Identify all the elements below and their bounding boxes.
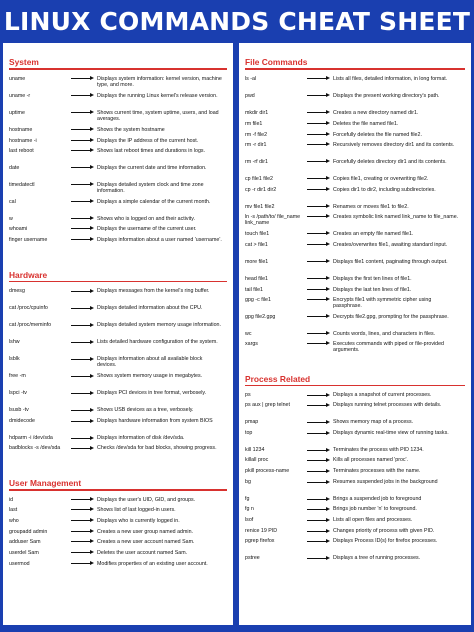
command-row bbox=[9, 182, 227, 199]
command-name: lsblk bbox=[9, 356, 20, 362]
command-row bbox=[245, 447, 465, 457]
command-description: Lists all open files and processes. bbox=[333, 517, 413, 523]
command-row bbox=[245, 555, 465, 566]
arrow-right-icon bbox=[69, 507, 97, 513]
arrow-right-icon bbox=[305, 468, 333, 474]
command-name: more file1 bbox=[245, 258, 269, 265]
command-name: ps bbox=[245, 392, 251, 398]
arrow-right-icon bbox=[69, 226, 97, 232]
arrow-right-icon bbox=[305, 187, 333, 193]
command-description: Displays system information: kernel version, machine type, and more. bbox=[97, 75, 222, 88]
arrow-right-icon bbox=[69, 237, 97, 243]
command-row bbox=[245, 231, 465, 242]
section-heading: User Management bbox=[9, 478, 82, 488]
command-name: id bbox=[9, 496, 14, 503]
arrow-right-icon bbox=[69, 356, 97, 362]
command-row bbox=[9, 529, 227, 539]
arrow-right-icon bbox=[69, 561, 97, 567]
command-name: lsusb -tv bbox=[9, 407, 29, 413]
arrow-right-icon bbox=[69, 529, 97, 535]
command-name: kill 1234 bbox=[245, 447, 265, 453]
arrow-right-icon bbox=[69, 288, 97, 294]
command-description: Displays detailed system clock and time zone information. bbox=[97, 181, 204, 194]
arrow-right-icon bbox=[305, 204, 333, 210]
command-description: Checks /dev/sda for bad blocks, showing progress. bbox=[97, 445, 217, 451]
command-description: Displays the user's UID, GID, and groups. bbox=[97, 496, 196, 503]
arrow-right-icon bbox=[69, 550, 97, 556]
arrow-right-icon bbox=[305, 528, 333, 534]
command-name: badblocks -s /dev/sda bbox=[9, 445, 61, 451]
command-row bbox=[9, 322, 227, 339]
arrow-right-icon bbox=[305, 231, 333, 237]
command-row bbox=[9, 339, 227, 356]
command-name: fg bbox=[245, 496, 250, 502]
arrow-right-icon bbox=[69, 445, 97, 451]
command-description: Displays detailed system memory usage information. bbox=[97, 322, 221, 328]
left-column-panel bbox=[3, 43, 233, 625]
command-name: xargs bbox=[245, 340, 258, 347]
command-row bbox=[9, 561, 227, 578]
arrow-right-icon bbox=[305, 287, 333, 293]
arrow-right-icon bbox=[69, 216, 97, 222]
command-row bbox=[245, 159, 465, 176]
command-description: Creates/overwrites file1, awaiting standard input. bbox=[333, 241, 448, 248]
command-row bbox=[9, 507, 227, 518]
command-name: groupadd admin bbox=[9, 528, 48, 535]
arrow-right-icon bbox=[69, 199, 97, 205]
command-row bbox=[9, 518, 227, 529]
command-description: Displays file1 content, paginating through output. bbox=[333, 258, 448, 265]
command-row bbox=[245, 187, 465, 204]
command-row bbox=[245, 276, 465, 287]
command-description: Displays the username of the current user. bbox=[97, 225, 197, 232]
command-row bbox=[245, 132, 465, 142]
section-heading: File Commands bbox=[245, 57, 308, 67]
command-row bbox=[9, 127, 227, 138]
page-title: LINUX COMMANDS CHEAT SHEET bbox=[3, 6, 471, 36]
command-name: killall proc bbox=[245, 457, 269, 463]
command-name: pgrep firefox bbox=[245, 538, 275, 544]
command-description: Lists all files, detailed information, in long format. bbox=[333, 75, 448, 82]
section-divider bbox=[245, 68, 465, 70]
arrow-right-icon bbox=[69, 322, 97, 328]
command-name: cat /proc/meminfo bbox=[9, 322, 52, 328]
arrow-right-icon bbox=[305, 430, 333, 436]
command-name: renice 19 PID bbox=[245, 528, 278, 534]
command-row bbox=[9, 216, 227, 226]
arrow-right-icon bbox=[305, 214, 333, 220]
command-description: Shows system memory usage in megabytes. bbox=[97, 373, 203, 379]
command-name: last reboot bbox=[9, 147, 34, 154]
arrow-right-icon bbox=[305, 297, 333, 303]
command-description: Displays Process ID(s) for firefox processes. bbox=[333, 538, 438, 544]
command-name: adduser Sam bbox=[9, 538, 41, 545]
command-name: hostname bbox=[9, 126, 33, 133]
command-description: Modifies properties of an existing user account. bbox=[97, 560, 208, 567]
arrow-right-icon bbox=[305, 276, 333, 282]
command-name: tail file1 bbox=[245, 286, 263, 293]
arrow-right-icon bbox=[69, 497, 97, 503]
command-row bbox=[245, 204, 465, 214]
arrow-right-icon bbox=[69, 539, 97, 545]
command-row bbox=[245, 93, 465, 110]
command-name: cal bbox=[9, 198, 16, 205]
arrow-right-icon bbox=[69, 373, 97, 379]
command-description: Deletes the user account named Sam. bbox=[97, 549, 188, 556]
command-description: Displays hardware information from system BIOS bbox=[97, 418, 213, 424]
arrow-right-icon bbox=[305, 110, 333, 116]
command-description: Copies file1, creating or overwriting file2. bbox=[333, 175, 429, 182]
arrow-right-icon bbox=[305, 176, 333, 182]
arrow-right-icon bbox=[69, 390, 97, 396]
command-description: Displays running telnet processes with details. bbox=[333, 402, 442, 408]
command-name: cat > file1 bbox=[245, 241, 268, 248]
command-name: last bbox=[9, 506, 18, 513]
section-hardware bbox=[3, 270, 233, 463]
arrow-right-icon bbox=[69, 165, 97, 171]
command-description: Displays a tree of running processes. bbox=[333, 555, 421, 561]
command-row bbox=[245, 142, 465, 159]
command-name: touch file1 bbox=[245, 230, 270, 237]
command-description: Changes priority of process with given PID. bbox=[333, 528, 435, 534]
command-name: gpg -c file1 bbox=[245, 296, 271, 303]
command-name: cp -r dir1 dir2 bbox=[245, 186, 277, 193]
arrow-right-icon bbox=[305, 132, 333, 138]
command-row bbox=[9, 76, 227, 93]
arrow-right-icon bbox=[305, 538, 333, 544]
command-name: hostname -i bbox=[9, 137, 37, 144]
arrow-right-icon bbox=[305, 242, 333, 248]
command-name: uptime bbox=[9, 109, 25, 116]
command-name: pmap bbox=[245, 419, 259, 425]
command-description: Shows memory map of a process. bbox=[333, 419, 414, 425]
arrow-right-icon bbox=[69, 435, 97, 441]
arrow-right-icon bbox=[305, 159, 333, 165]
command-row bbox=[9, 390, 227, 407]
section-heading: Process Related bbox=[245, 373, 311, 384]
section-system bbox=[3, 57, 233, 254]
section-divider bbox=[9, 281, 227, 283]
command-row bbox=[245, 392, 465, 402]
command-name: dmesg bbox=[9, 288, 25, 294]
command-description: Renames or moves file1 to file2. bbox=[333, 203, 409, 210]
command-description: Creates an empty file named file1. bbox=[333, 230, 414, 237]
command-row bbox=[9, 407, 227, 418]
command-name: head file1 bbox=[245, 275, 268, 282]
command-row bbox=[9, 539, 227, 550]
command-description: Shows last reboot times and durations in logs. bbox=[97, 147, 206, 154]
command-row bbox=[245, 468, 465, 479]
command-description: Decrypts file2.gpg, prompting for the passphrase. bbox=[333, 313, 449, 320]
command-name: pstree bbox=[245, 555, 260, 561]
command-row bbox=[9, 93, 227, 110]
arrow-right-icon bbox=[305, 419, 333, 425]
command-row bbox=[245, 402, 465, 419]
command-name: finger username bbox=[9, 236, 48, 243]
command-row bbox=[245, 479, 465, 496]
command-row bbox=[9, 226, 227, 237]
arrow-right-icon bbox=[69, 138, 97, 144]
command-name: whoami bbox=[9, 225, 28, 232]
arrow-right-icon bbox=[305, 392, 333, 398]
command-row bbox=[245, 242, 465, 259]
command-description: Displays information about all available block devices. bbox=[97, 356, 203, 369]
command-description: Displays who is currently logged in. bbox=[97, 517, 180, 524]
section-divider bbox=[9, 489, 227, 491]
command-name: lspci -tv bbox=[9, 390, 27, 396]
arrow-right-icon bbox=[305, 457, 333, 463]
section-user-management bbox=[3, 478, 233, 578]
command-row bbox=[245, 506, 465, 517]
command-description: Displays the last ten lines of file1. bbox=[333, 286, 412, 293]
command-row bbox=[245, 110, 465, 121]
command-description: Displays information of disk /dev/sda. bbox=[97, 435, 185, 441]
arrow-right-icon bbox=[69, 76, 97, 82]
section-file-commands bbox=[239, 57, 471, 358]
command-row bbox=[9, 148, 227, 165]
command-name: uname -r bbox=[9, 92, 31, 99]
arrow-right-icon bbox=[305, 314, 333, 320]
arrow-right-icon bbox=[69, 182, 97, 188]
command-description: Displays a snapshot of current processes. bbox=[333, 392, 432, 398]
arrow-right-icon bbox=[69, 127, 97, 133]
command-name: mv file1 file2 bbox=[245, 203, 275, 210]
command-description: Counts words, lines, and characters in files. bbox=[333, 330, 436, 337]
command-name: free -m bbox=[9, 373, 26, 379]
command-row bbox=[9, 550, 227, 561]
command-name: hdparm -i /dev/sda bbox=[9, 435, 53, 441]
command-description: Executes commands with piped or file-provided arguments. bbox=[333, 340, 444, 353]
command-name: pwd bbox=[245, 92, 255, 99]
command-description: Creates a new user group named admin. bbox=[97, 528, 193, 535]
command-name: rm -r dir1 bbox=[245, 141, 267, 148]
command-row bbox=[245, 214, 465, 231]
command-row bbox=[245, 430, 465, 447]
arrow-right-icon bbox=[305, 142, 333, 148]
arrow-right-icon bbox=[305, 259, 333, 265]
section-heading: Hardware bbox=[9, 269, 48, 280]
command-name: mkdir dir1 bbox=[245, 109, 269, 116]
command-description: Brings a suspended job to foreground bbox=[333, 496, 422, 502]
arrow-right-icon bbox=[305, 479, 333, 485]
command-name: wc bbox=[245, 330, 252, 337]
command-name: w bbox=[9, 215, 13, 222]
arrow-right-icon bbox=[69, 148, 97, 154]
arrow-right-icon bbox=[305, 341, 333, 347]
command-row bbox=[245, 121, 465, 132]
command-row bbox=[9, 305, 227, 322]
command-row bbox=[245, 341, 465, 358]
command-name: pkill process-name bbox=[245, 468, 290, 474]
command-row bbox=[245, 287, 465, 297]
command-row bbox=[9, 110, 227, 127]
command-row bbox=[9, 356, 227, 373]
command-name: who bbox=[9, 517, 19, 524]
command-description: Shows who is logged on and their activity. bbox=[97, 215, 195, 222]
command-name: cat /proc/cpuinfo bbox=[9, 305, 48, 311]
arrow-right-icon bbox=[69, 418, 97, 424]
arrow-right-icon bbox=[69, 110, 97, 116]
command-row bbox=[9, 497, 227, 507]
section-divider bbox=[245, 385, 465, 387]
command-description: Displays the IP address of the current host. bbox=[97, 137, 199, 144]
command-description: Displays detailed information about the CPU. bbox=[97, 305, 203, 311]
command-name: timedatectl bbox=[9, 181, 35, 188]
command-name: date bbox=[9, 164, 20, 171]
command-row bbox=[9, 237, 227, 254]
command-row bbox=[9, 288, 227, 305]
command-description: Displays the current date and time information. bbox=[97, 164, 207, 171]
arrow-right-icon bbox=[305, 447, 333, 453]
command-row bbox=[9, 373, 227, 390]
command-name: rm -rf dir1 bbox=[245, 158, 268, 165]
section-process-related bbox=[239, 374, 471, 567]
command-row bbox=[245, 528, 465, 538]
command-description: Displays the present working directory's path. bbox=[333, 92, 440, 99]
arrow-right-icon bbox=[305, 555, 333, 561]
command-row bbox=[9, 199, 227, 216]
command-description: Brings job number 'n' to foreground. bbox=[333, 506, 417, 512]
command-name: cp file1 file2 bbox=[245, 175, 273, 182]
command-description: Displays PCI devices in tree format, verbosely. bbox=[97, 390, 207, 396]
command-row bbox=[245, 176, 465, 187]
arrow-right-icon bbox=[305, 496, 333, 502]
command-row bbox=[245, 314, 465, 331]
arrow-right-icon bbox=[69, 518, 97, 524]
arrow-right-icon bbox=[69, 305, 97, 311]
command-name: dmidecode bbox=[9, 418, 35, 424]
command-name: usermod bbox=[9, 560, 30, 567]
command-description: Displays a simple calendar of the current month. bbox=[97, 198, 211, 205]
command-description: Displays the first ten lines of file1. bbox=[333, 275, 412, 282]
command-row bbox=[245, 419, 465, 430]
command-row bbox=[245, 297, 465, 314]
command-description: Forcefully deletes directory dir1 and its contents. bbox=[333, 158, 447, 165]
arrow-right-icon bbox=[305, 517, 333, 523]
section-heading: System bbox=[9, 57, 39, 67]
command-name: lshw bbox=[9, 339, 20, 345]
command-description: Displays the running Linux kernel's release version. bbox=[97, 92, 218, 99]
command-name: top bbox=[245, 430, 253, 436]
command-name: userdel Sam bbox=[9, 549, 39, 556]
command-description: Creates a new directory named dir1. bbox=[333, 109, 419, 116]
command-row bbox=[9, 165, 227, 182]
command-description: Encrypts file1 with symmetric cipher using passphrase. bbox=[333, 296, 432, 309]
arrow-right-icon bbox=[305, 121, 333, 127]
command-description: Displays dynamic real-time view of running tasks. bbox=[333, 430, 449, 436]
command-name: gpg file2.gpg bbox=[245, 313, 276, 320]
command-description: Shows list of last logged-in users. bbox=[97, 506, 176, 513]
command-name: fg n bbox=[245, 506, 254, 512]
command-row bbox=[9, 445, 227, 462]
arrow-right-icon bbox=[305, 331, 333, 337]
command-description: Creates a new user account named Sam. bbox=[97, 538, 195, 545]
command-row bbox=[9, 418, 227, 435]
command-description: Terminates the process with PID 1234. bbox=[333, 447, 424, 453]
command-row bbox=[9, 435, 227, 445]
arrow-right-icon bbox=[69, 93, 97, 99]
command-description: Recursively removes directory dir1 and its contents. bbox=[333, 141, 455, 148]
command-description: Creates symbolic link named link_name to file_name. bbox=[333, 213, 459, 220]
right-column-panel bbox=[239, 43, 471, 625]
arrow-right-icon bbox=[69, 407, 97, 413]
command-description: Displays messages from the kernel's ring buffer. bbox=[97, 288, 210, 294]
command-name: rm file1 bbox=[245, 120, 263, 127]
arrow-right-icon bbox=[69, 339, 97, 345]
command-description: Kills all processes named 'proc'. bbox=[333, 457, 409, 463]
arrow-right-icon bbox=[305, 93, 333, 99]
command-description: Shows USB devices as a tree, verbosely. bbox=[97, 407, 194, 413]
command-name: bg bbox=[245, 479, 251, 485]
arrow-right-icon bbox=[305, 402, 333, 408]
command-name: rm -f file2 bbox=[245, 131, 268, 138]
command-description: Shows current time, system uptime, users, and load averages. bbox=[97, 109, 219, 122]
command-name: ps aux | grep telnet bbox=[245, 402, 290, 408]
command-description: Copies dir1 to dir2, including subdirectories. bbox=[333, 186, 436, 193]
command-name: ln -s /path/to/ file_name link_name bbox=[245, 213, 301, 226]
command-row bbox=[245, 331, 465, 341]
command-description: Resumes suspended jobs in the background bbox=[333, 479, 438, 485]
command-row bbox=[245, 457, 465, 468]
arrow-right-icon bbox=[305, 506, 333, 512]
command-row bbox=[245, 496, 465, 506]
command-row bbox=[245, 538, 465, 555]
command-name: uname bbox=[9, 75, 26, 82]
command-name: ls -al bbox=[245, 75, 257, 82]
page-header bbox=[0, 0, 474, 42]
command-description: Deletes the file named file1. bbox=[333, 120, 399, 127]
command-row bbox=[245, 259, 465, 276]
command-row bbox=[245, 517, 465, 528]
command-row bbox=[245, 76, 465, 93]
command-row bbox=[9, 138, 227, 148]
command-name: lsof bbox=[245, 517, 254, 523]
command-description: Shows the system hostname bbox=[97, 126, 165, 133]
command-description: Displays information about a user named 'username'. bbox=[97, 236, 222, 243]
command-description: Forcefully deletes the file named file2. bbox=[333, 131, 422, 138]
section-divider bbox=[9, 68, 227, 70]
arrow-right-icon bbox=[305, 76, 333, 82]
command-description: Terminates processes with the name. bbox=[333, 468, 421, 474]
command-description: Lists detailed hardware configuration of the system. bbox=[97, 339, 218, 345]
